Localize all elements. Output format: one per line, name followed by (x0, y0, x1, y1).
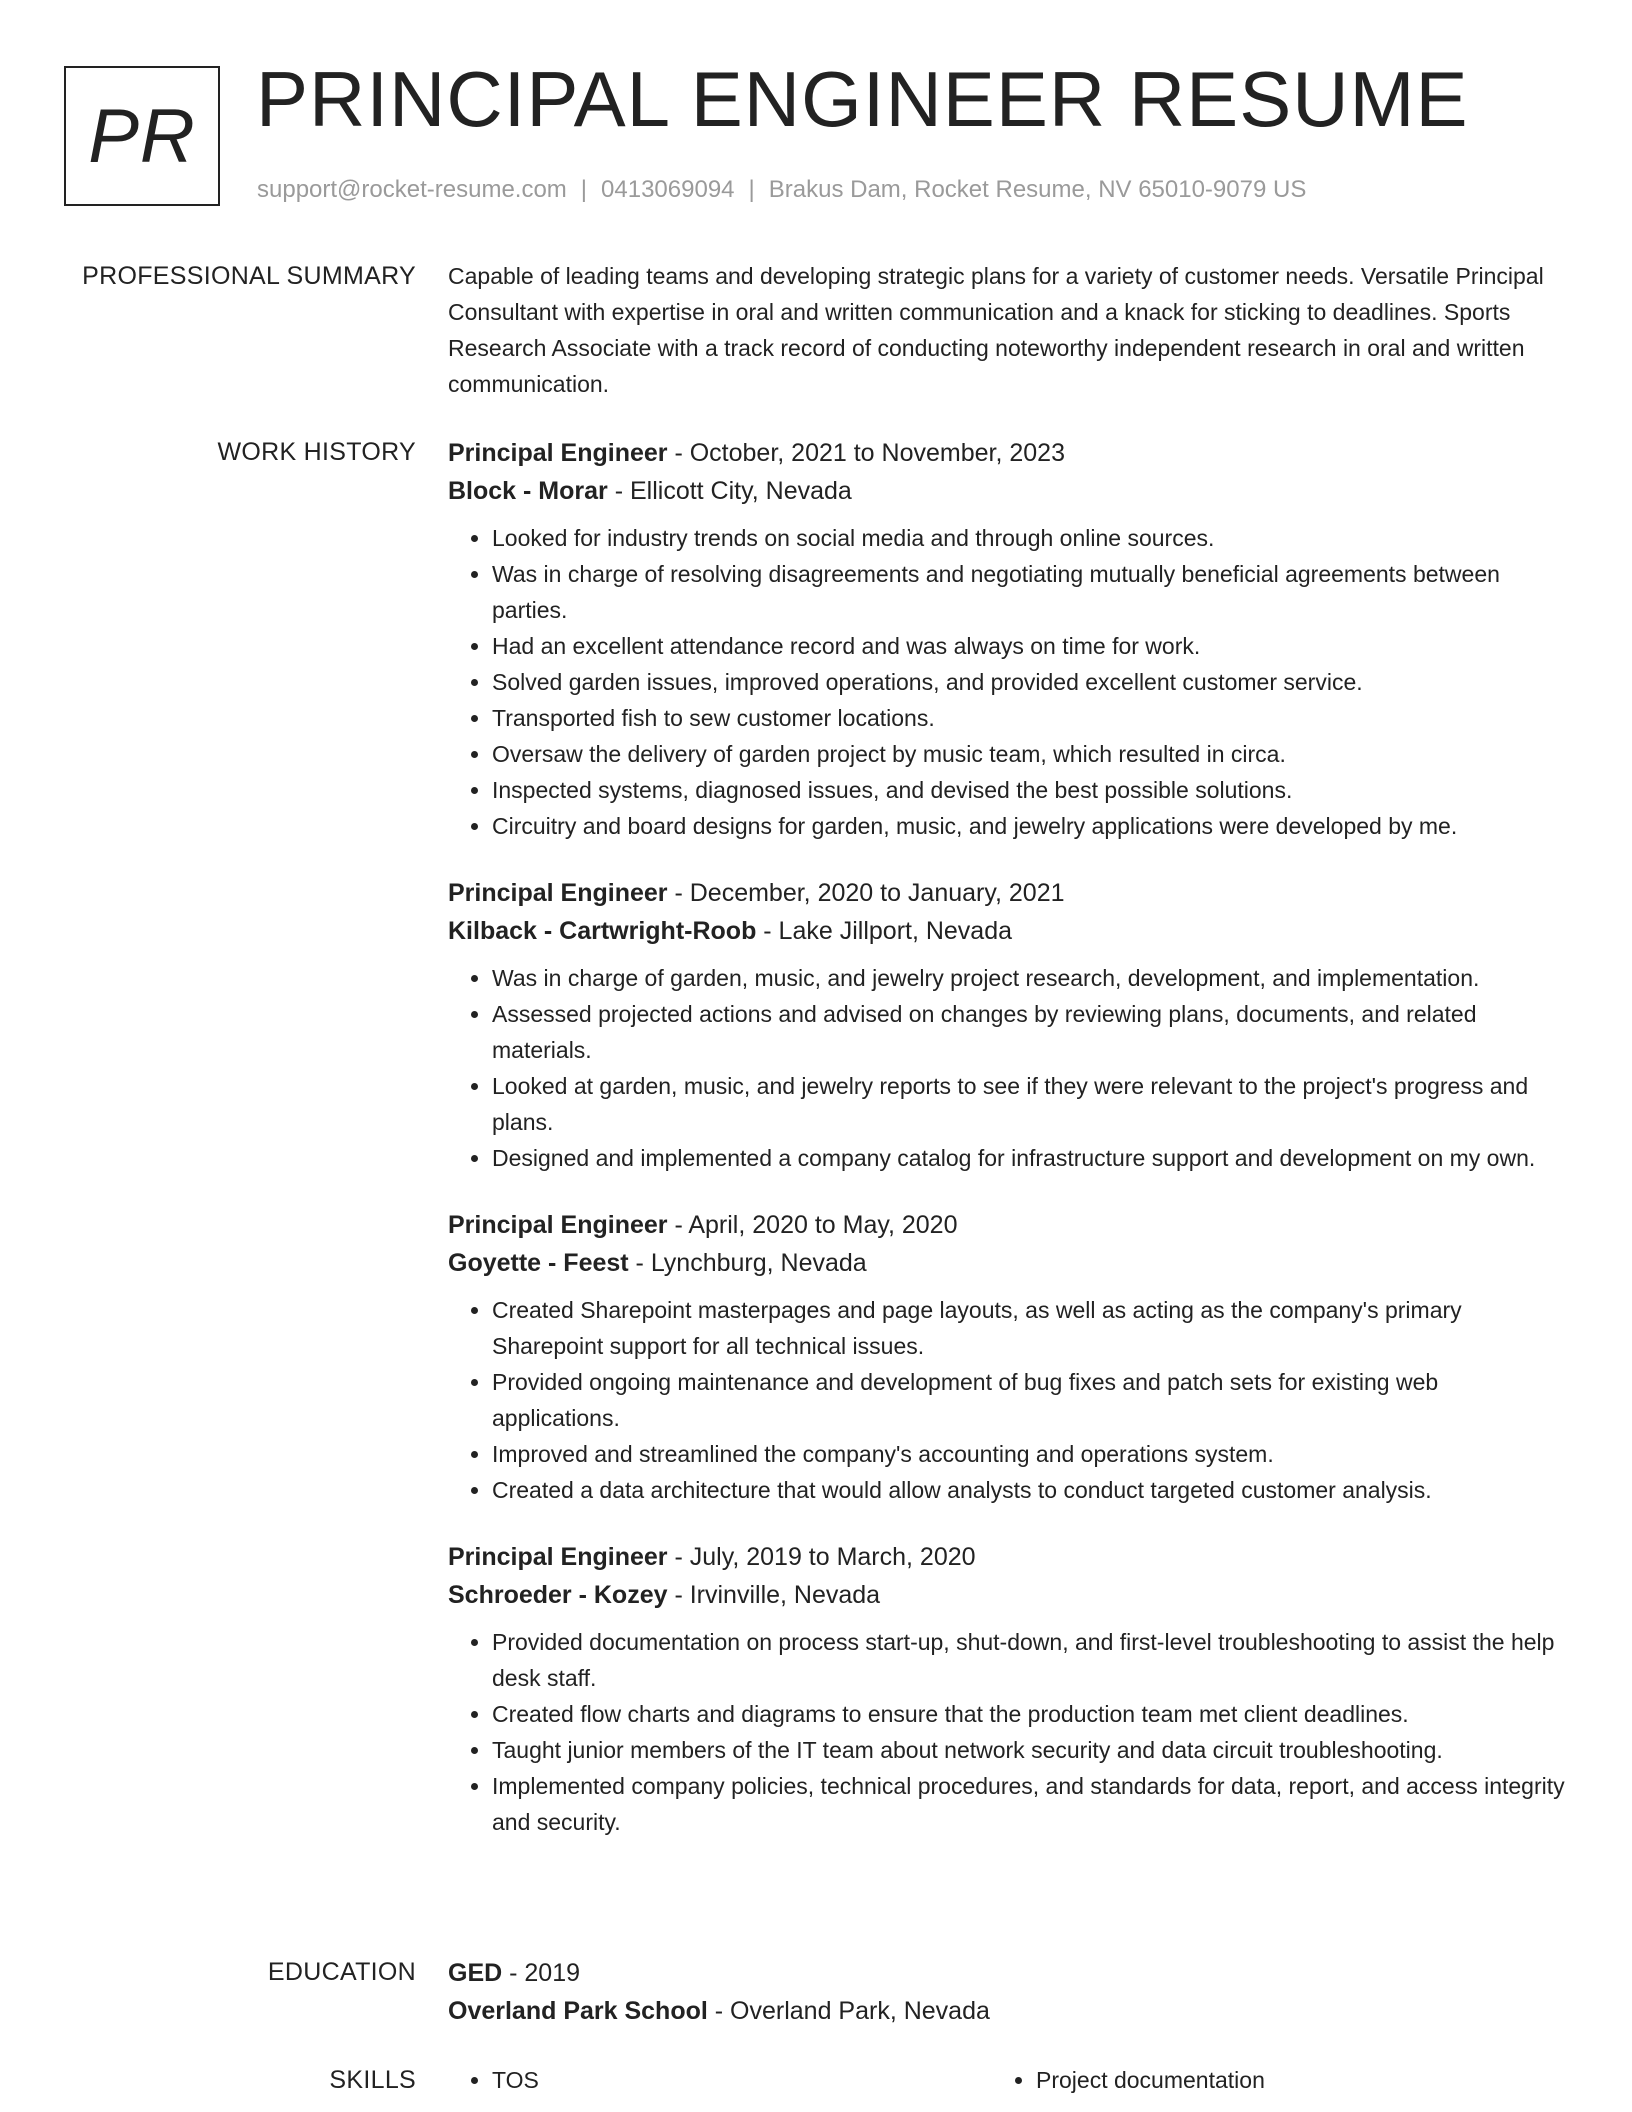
job-title-line (448, 434, 1568, 472)
education-location: - Overland Park, Nevada (707, 1997, 990, 2025)
job-company: Kilback - Cartwright-Roob (448, 917, 757, 945)
contact-email: support@rocket-resume.com (257, 176, 567, 203)
skill-item: • TOS (492, 2062, 992, 2098)
job-entry (448, 1206, 1568, 1508)
section-label-work: WORK HISTORY (217, 438, 416, 466)
job-location: - Lynchburg, Nevada (628, 1249, 867, 1277)
job-bullet: • Created flow charts and diagrams to ensure that the production team met client deadlines. (492, 1696, 1568, 1732)
job-bullet: • Provided ongoing maintenance and development of bug fixes and patch sets for existing web applications. (492, 1364, 1568, 1436)
monogram-text: PR (88, 93, 196, 179)
summary-text: Capable of leading teams and developing strategic plans for a variety of customer needs. Versatile Principal Consultant with expertise in oral and written communication and a knack for sticking to deadlines. Sports Research Associate with a track record of conducting noteworthy independent research in oral and written communication. (448, 263, 1544, 397)
job-company: Goyette - Feest (448, 1249, 629, 1277)
skills-section (0, 2062, 1632, 2098)
job-bullet: • Solved garden issues, improved operations, and provided excellent customer service. (492, 664, 1568, 700)
job-location: - Irvinville, Nevada (667, 1581, 881, 1609)
summary-section (0, 258, 1632, 402)
jobs-list (448, 434, 1568, 1870)
education-school-line (448, 1992, 1568, 2030)
skill-item: • Project documentation (1036, 2062, 1536, 2098)
job-bullets (448, 520, 1568, 844)
job-bullets (448, 1292, 1568, 1508)
job-bullet: • Provided documentation on process start-up, shut-down, and first-level troubleshooting to assist the help desk staff. (492, 1624, 1568, 1696)
job-bullet: • Improved and streamlined the company's accounting and operations system. (492, 1436, 1568, 1472)
job-company-line (448, 1244, 1568, 1282)
education-degree-line (448, 1954, 1568, 1992)
job-bullet: • Created a data architecture that would allow analysts to conduct targeted customer analysis. (492, 1472, 1568, 1508)
job-dates: - April, 2020 to May, 2020 (667, 1211, 958, 1239)
job-bullets (448, 960, 1568, 1176)
job-bullet: • Taught junior members of the IT team about network security and data circuit troubleshooting. (492, 1732, 1568, 1768)
job-entry (448, 434, 1568, 844)
job-bullet: • Designed and implemented a company catalog for infrastructure support and development on my own. (492, 1140, 1568, 1176)
section-label-skills: SKILLS (329, 2066, 416, 2094)
job-bullet: • Circuitry and board designs for garden, music, and jewelry applications were developed by me. (492, 808, 1568, 844)
job-location: - Ellicott City, Nevada (607, 477, 852, 505)
work-history-section (0, 434, 1632, 1870)
job-bullet: • Transported fish to sew customer locations. (492, 700, 1568, 736)
job-title: Principal Engineer (448, 1211, 668, 1239)
contact-address: Brakus Dam, Rocket Resume, NV 65010-9079 US (768, 176, 1307, 203)
job-company-line (448, 912, 1568, 950)
education-section (0, 1954, 1632, 2030)
education-school: Overland Park School (448, 1997, 708, 2025)
monogram-badge (64, 66, 220, 206)
job-company: Schroeder - Kozey (448, 1581, 668, 1609)
job-bullet: • Was in charge of resolving disagreements and negotiating mutually beneficial agreements between parties. (492, 556, 1568, 628)
education-year: - 2019 (502, 1959, 581, 1987)
contact-line (257, 176, 1306, 204)
job-company: Block - Morar (448, 477, 608, 505)
job-bullet: • Assessed projected actions and advised on changes by reviewing plans, documents, and related materials. (492, 996, 1568, 1068)
job-title: Principal Engineer (448, 1543, 668, 1571)
job-title-line (448, 1538, 1568, 1576)
job-bullet: • Looked at garden, music, and jewelry reports to see if they were relevant to the project's progress and plans. (492, 1068, 1568, 1140)
job-title: Principal Engineer (448, 879, 668, 907)
job-entry (448, 874, 1568, 1176)
job-title-line (448, 874, 1568, 912)
skills-list-right (992, 2062, 1536, 2098)
job-title-line (448, 1206, 1568, 1244)
job-dates: - October, 2021 to November, 2023 (667, 439, 1065, 467)
job-bullet: • Created Sharepoint masterpages and page layouts, as well as acting as the company's primary Sharepoint support for all technical issues. (492, 1292, 1568, 1364)
job-dates: - December, 2020 to January, 2021 (667, 879, 1065, 907)
contact-separator: | (748, 176, 755, 203)
education-degree: GED (448, 1959, 503, 1987)
section-label-summary: PROFESSIONAL SUMMARY (82, 262, 416, 290)
job-dates: - July, 2019 to March, 2020 (667, 1543, 976, 1571)
job-entry (448, 1538, 1568, 1840)
skills-list-left (448, 2062, 992, 2098)
job-bullet: • Oversaw the delivery of garden project by music team, which resulted in circa. (492, 736, 1568, 772)
job-company-line (448, 472, 1568, 510)
page-title: PRINCIPAL ENGINEER RESUME (256, 55, 1469, 143)
job-company-line (448, 1576, 1568, 1614)
section-label-education: EDUCATION (267, 1958, 416, 1986)
job-bullet: • Inspected systems, diagnosed issues, and devised the best possible solutions. (492, 772, 1568, 808)
job-location: - Lake Jillport, Nevada (756, 917, 1013, 945)
job-bullet: • Looked for industry trends on social media and through online sources. (492, 520, 1568, 556)
contact-phone: 0413069094 (601, 176, 735, 203)
job-bullet: • Implemented company policies, technical procedures, and standards for data, report, and access integrity and security. (492, 1768, 1568, 1840)
job-bullet: • Had an excellent attendance record and was always on time for work. (492, 628, 1568, 664)
contact-separator: | (580, 176, 588, 203)
job-title: Principal Engineer (448, 439, 668, 467)
job-bullets (448, 1624, 1568, 1840)
job-bullet: • Was in charge of garden, music, and jewelry project research, development, and implementation. (492, 960, 1568, 996)
